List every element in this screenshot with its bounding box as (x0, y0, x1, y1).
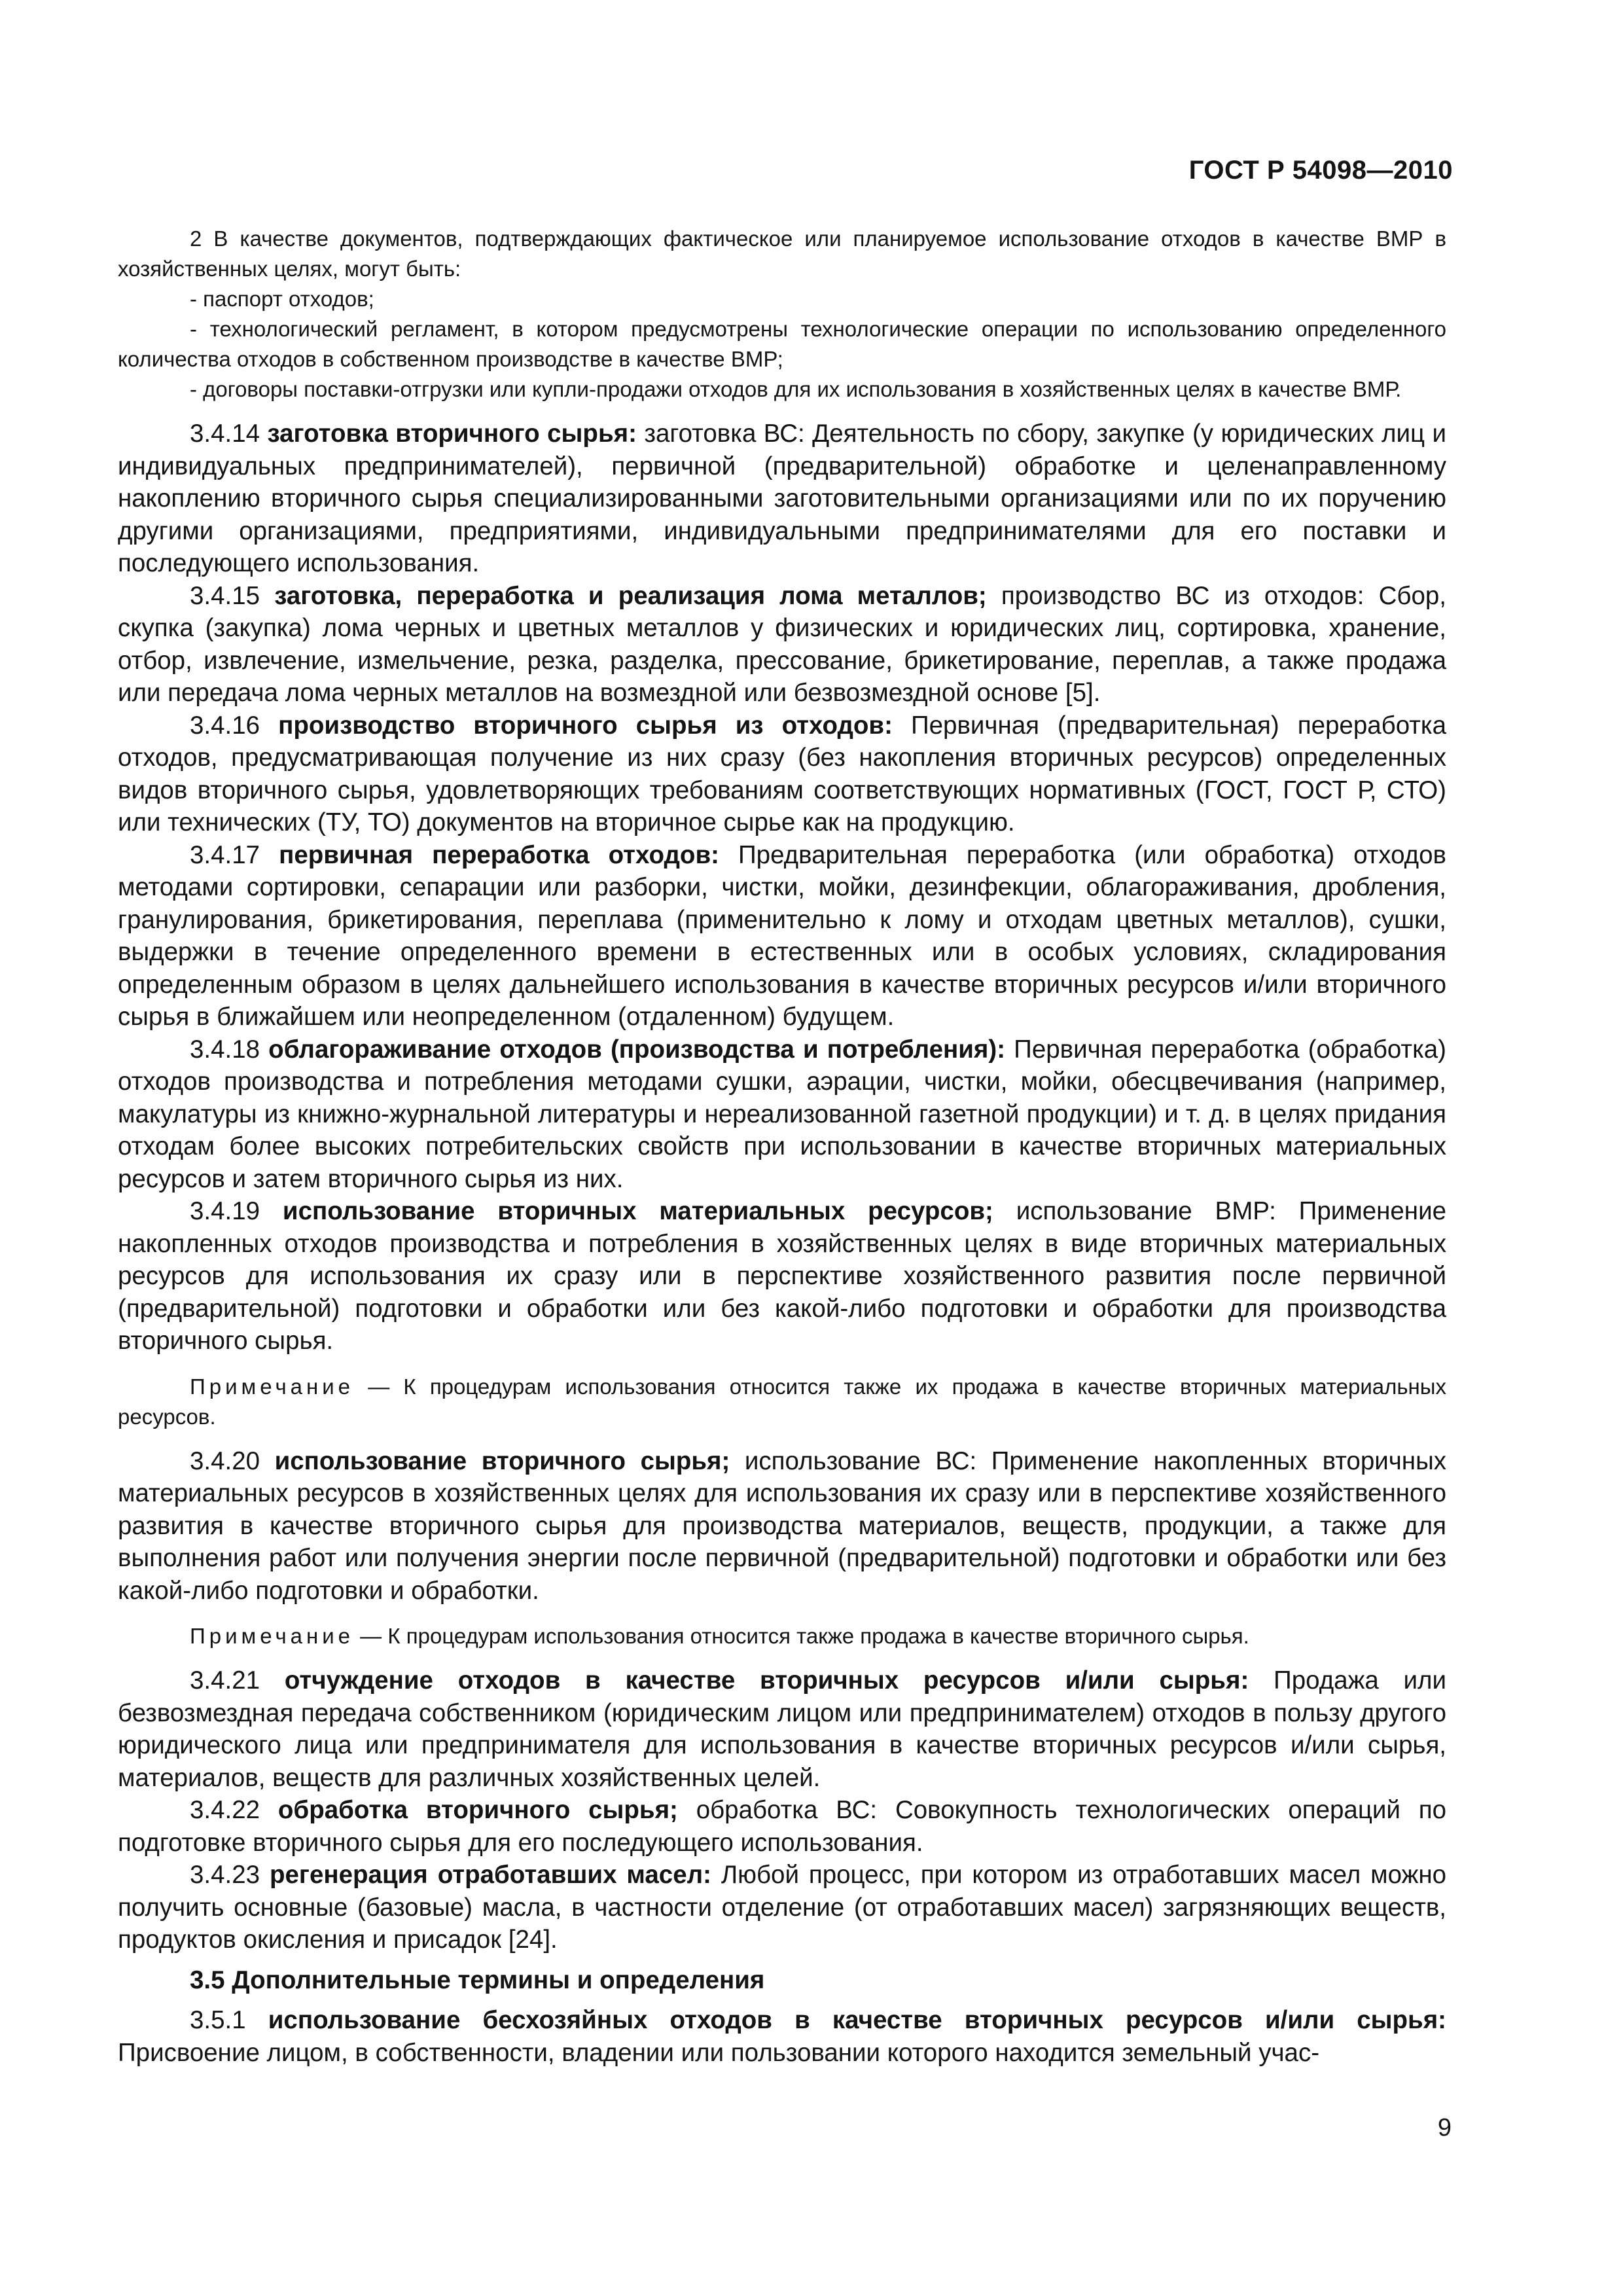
term-3-4-18: 3.4.18 облагораживание отходов (производства и потребления): Первичная переработка (обработка) отходов производства и потребления методами сушки, аэрации, чистки, мойки, обесцвечивания (например, макулатуры из книжно-журнальной литературы и нереализованной газетной продукции) и т. д. в целях придания отходам более высоких потребительских свойств при использовании в качестве вторичных материальных ресурсов и затем вторичного сырья из них. (118, 1035, 1446, 1193)
term-3-4-14: 3.4.14 заготовка вторичного сырья: заготовка ВС: Деятельность по сбору, закупке (у юридических лиц и индивидуальных предпринимателей), первичной (предварительной) обработке и целенаправленному накоплению вторичного сырья специализированными заготовительными организациями или по их поручению другими организациями, предприятиями, индивидуальными предпринимателями для его поставки и последующего использования. (118, 420, 1446, 577)
note-2-intro: 2 В качестве документов, подтверждающих фактическое или планируемое использование отходов в качестве ВМР в хозяйственных целях, могут быть: (118, 226, 1446, 281)
term-3-4-19: 3.4.19 использование вторичных материальных ресурсов; использование ВМР: Применение накопленных отходов производства и потребления в хозяйственных целях в виде вторичных материальных ресурсов для использования их сразу или в перспективе хозяйственного развития после первичной (предварительной) подготовки и обработки или без какой-либо подготовки и обработки для производства вторичного сырья. (118, 1197, 1446, 1355)
term-title: производство вторичного сырья из отходов: (278, 711, 893, 740)
section-heading-3-5: 3.5 Дополнительные термины и определения (190, 1965, 765, 1994)
term-title: облагораживание отходов (производства и потребления): (268, 1035, 1006, 1064)
term-3-4-15: 3.4.15 заготовка, переработка и реализация лома металлов; производство ВС из отходов: Сбор, скупка (закупка) лома черных и цветных металлов у физических и юридических лиц, сортировка, хранение, отбор, извлечение, измельчение, резка, разделка, прессование, брикетирование, переплав, а также продажа или передача лома черных металлов на возмездной или безвозмездной основе [5]. (118, 581, 1447, 707)
note-2-item: - паспорт отходов; (190, 287, 374, 311)
term-title: использование вторичных материальных ресурсов; (282, 1197, 993, 1225)
term-3-5-1: 3.5.1 использование бесхозяйных отходов в качестве вторичных ресурсов и/или сырья: Присвоение лицом, в собственности, владении или пользовании которого находится земельный учас- (118, 2006, 1447, 2067)
term-3-4-22: 3.4.22 обработка вторичного сырья; обработка ВС: Совокупность технологических операций по подготовке вторичного сырья для его последующего использования. (118, 1796, 1446, 1857)
page-content (118, 224, 1446, 2069)
term-3-4-21: 3.4.21 отчуждение отходов в качестве вторичных ресурсов и/или сырья: Продажа или безвозмездная передача собственником (юридическим лицом или предпринимателем) отходов в пользу другого юридического лица или предпринимателя для использования в качестве вторичных ресурсов и/или сырья, материалов, веществ для различных хозяйственных целей. (118, 1666, 1446, 1792)
term-3-4-17: 3.4.17 первичная переработка отходов: Предварительная переработка (или обработка) отходов методами сортировки, сепарации или разборки, чистки, мойки, дезинфекции, облагораживания, дробления, гранулирования, брикетирования, переплава (применительно к лому и отходам цветных металлов), сушки, выдержки в течение определенного времени в естественных или в особых условиях, складирования определенным образом в целях дальнейшего использования в качестве вторичных ресурсов и/или вторичного сырья в ближайшем или неопределенном (отдаленном) будущем. (118, 840, 1446, 1031)
term-3-4-20: 3.4.20 использование вторичного сырья; использование ВС: Применение накопленных вторичных материальных ресурсов в хозяйственных целях для использования их сразу или в перспективе хозяйственного развития в качестве вторичного сырья для производства материалов, веществ, продукции, а также для выполнения работ или получения энергии после первичной (предварительной) подготовки и обработки или без какой-либо подготовки и обработки. (118, 1446, 1446, 1605)
term-title: отчуждение отходов в качестве вторичных ресурсов и/или сырья: (284, 1666, 1249, 1695)
page-number: 9 (1437, 2114, 1452, 2142)
note-2-item: - договоры поставки-отгрузки или купли-продажи отходов для их использования в хозяйственных целях в качестве ВМР. (190, 377, 1402, 401)
remark-1: Примечание — К процедурам использования относится также их продажа в качестве вторичных материальных ресурсов. (118, 1374, 1446, 1429)
term-3-4-16: 3.4.16 производство вторичного сырья из отходов: Первичная (предварительная) переработка отходов, предусматривающая получение из них сразу (без накопления вторичных ресурсов) определенных видов вторичного сырья, удовлетворяющих требованиям соответствующих нормативных (ГОСТ, ГОСТ Р, СТО) или технических (ТУ, ТО) документов на вторичное сырье как на продукцию. (118, 711, 1447, 836)
term-title: первичная переработка отходов: (279, 840, 719, 869)
note-2-item: - технологический регламент, в котором предусмотрены технологические операции по использованию определенного количества отходов в собственном производстве в качестве ВМР; (118, 317, 1446, 371)
remark-2: Примечание — К процедурам использования относится также продажа в качестве вторичного сырья. (190, 1624, 1249, 1648)
term-title: заготовка, переработка и реализация лома металлов; (274, 581, 987, 610)
term-title: использование вторичного сырья; (274, 1446, 730, 1475)
note-2 (118, 224, 1446, 404)
term-title: обработка вторичного сырья; (277, 1796, 678, 1824)
document-id: ГОСТ Р 54098—2010 (1188, 156, 1453, 185)
term-title: использование бесхозяйных отходов в качестве вторичных ресурсов и/или сырья: (268, 2006, 1447, 2034)
term-3-4-23: 3.4.23 регенерация отработавших масел: Любой процесс, при котором из отработавших масел можно получить основные (базовые) масла, в частности отделение (от отработавших масел) загрязняющих веществ, продуктов окисления и присадок [24]. (118, 1861, 1446, 1954)
term-title: регенерация отработавших масел: (269, 1861, 711, 1889)
term-title: заготовка вторичного сырья: (267, 420, 637, 448)
